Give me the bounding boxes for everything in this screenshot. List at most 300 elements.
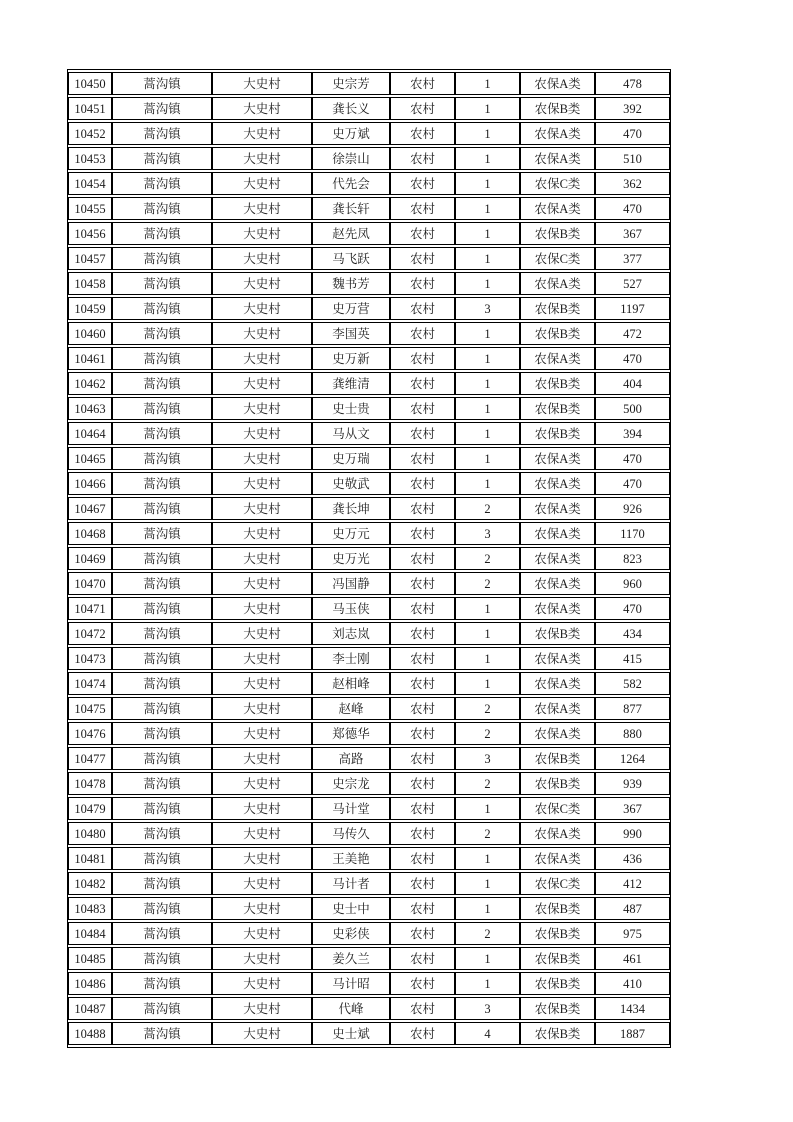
cell-record-id: 10455 — [68, 197, 112, 220]
cell-town: 蒿沟镇 — [112, 172, 212, 195]
cell-record-id: 10479 — [68, 797, 112, 820]
cell-person-count: 1 — [455, 122, 520, 145]
table-row — [68, 797, 670, 820]
cell-person-count: 1 — [455, 247, 520, 270]
cell-insurance-category: 农保A类 — [520, 697, 595, 720]
cell-person-count: 1 — [455, 972, 520, 995]
cell-town: 蒿沟镇 — [112, 872, 212, 895]
cell-town: 蒿沟镇 — [112, 647, 212, 670]
cell-record-id: 10478 — [68, 772, 112, 795]
cell-residence-type: 农村 — [390, 672, 455, 695]
cell-record-id: 10473 — [68, 647, 112, 670]
cell-residence-type: 农村 — [390, 172, 455, 195]
cell-record-id: 10464 — [68, 422, 112, 445]
cell-town: 蒿沟镇 — [112, 497, 212, 520]
cell-amount: 960 — [595, 572, 670, 595]
cell-town: 蒿沟镇 — [112, 947, 212, 970]
cell-village: 大史村 — [212, 647, 312, 670]
cell-village: 大史村 — [212, 697, 312, 720]
cell-person-name: 龚维清 — [312, 372, 390, 395]
cell-insurance-category: 农保A类 — [520, 122, 595, 145]
cell-amount: 367 — [595, 797, 670, 820]
cell-record-id: 10465 — [68, 447, 112, 470]
cell-amount: 377 — [595, 247, 670, 270]
cell-residence-type: 农村 — [390, 522, 455, 545]
cell-town: 蒿沟镇 — [112, 322, 212, 345]
cell-town: 蒿沟镇 — [112, 447, 212, 470]
cell-town: 蒿沟镇 — [112, 72, 212, 95]
cell-residence-type: 农村 — [390, 747, 455, 770]
cell-village: 大史村 — [212, 272, 312, 295]
cell-person-name: 马飞跃 — [312, 247, 390, 270]
cell-village: 大史村 — [212, 247, 312, 270]
cell-village: 大史村 — [212, 972, 312, 995]
cell-person-name: 马计昭 — [312, 972, 390, 995]
cell-amount: 1887 — [595, 1022, 670, 1045]
table-row — [68, 697, 670, 720]
cell-person-count: 3 — [455, 297, 520, 320]
cell-person-count: 2 — [455, 772, 520, 795]
cell-amount: 1197 — [595, 297, 670, 320]
cell-record-id: 10466 — [68, 472, 112, 495]
cell-insurance-category: 农保B类 — [520, 422, 595, 445]
cell-person-count: 1 — [455, 222, 520, 245]
cell-record-id: 10460 — [68, 322, 112, 345]
cell-amount: 975 — [595, 922, 670, 945]
cell-town: 蒿沟镇 — [112, 922, 212, 945]
table-row — [68, 922, 670, 945]
cell-insurance-category: 农保B类 — [520, 322, 595, 345]
cell-town: 蒿沟镇 — [112, 247, 212, 270]
cell-record-id: 10470 — [68, 572, 112, 595]
cell-insurance-category: 农保A类 — [520, 347, 595, 370]
cell-insurance-category: 农保A类 — [520, 72, 595, 95]
table-row — [68, 972, 670, 995]
table-row — [68, 622, 670, 645]
cell-person-count: 1 — [455, 847, 520, 870]
cell-record-id: 10467 — [68, 497, 112, 520]
cell-person-count: 1 — [455, 397, 520, 420]
cell-person-count: 1 — [455, 97, 520, 120]
cell-village: 大史村 — [212, 522, 312, 545]
cell-amount: 582 — [595, 672, 670, 695]
table-row — [68, 597, 670, 620]
cell-village: 大史村 — [212, 197, 312, 220]
records-table — [67, 69, 671, 1048]
cell-person-count: 1 — [455, 447, 520, 470]
cell-person-name: 魏书芳 — [312, 272, 390, 295]
cell-village: 大史村 — [212, 222, 312, 245]
cell-record-id: 10474 — [68, 672, 112, 695]
cell-village: 大史村 — [212, 772, 312, 795]
cell-insurance-category: 农保A类 — [520, 472, 595, 495]
cell-record-id: 10477 — [68, 747, 112, 770]
cell-insurance-category: 农保A类 — [520, 522, 595, 545]
cell-village: 大史村 — [212, 297, 312, 320]
cell-person-name: 冯国静 — [312, 572, 390, 595]
cell-town: 蒿沟镇 — [112, 572, 212, 595]
cell-person-count: 1 — [455, 472, 520, 495]
cell-insurance-category: 农保A类 — [520, 672, 595, 695]
cell-person-count: 3 — [455, 747, 520, 770]
cell-village: 大史村 — [212, 122, 312, 145]
cell-person-name: 史士斌 — [312, 1022, 390, 1045]
cell-amount: 527 — [595, 272, 670, 295]
cell-person-name: 代峰 — [312, 997, 390, 1020]
cell-insurance-category: 农保A类 — [520, 572, 595, 595]
cell-town: 蒿沟镇 — [112, 597, 212, 620]
cell-person-count: 1 — [455, 797, 520, 820]
cell-insurance-category: 农保A类 — [520, 847, 595, 870]
cell-insurance-category: 农保C类 — [520, 247, 595, 270]
cell-amount: 470 — [595, 122, 670, 145]
cell-insurance-category: 农保B类 — [520, 947, 595, 970]
cell-town: 蒿沟镇 — [112, 847, 212, 870]
cell-person-count: 2 — [455, 572, 520, 595]
cell-record-id: 10471 — [68, 597, 112, 620]
cell-residence-type: 农村 — [390, 72, 455, 95]
cell-residence-type: 农村 — [390, 147, 455, 170]
cell-person-name: 高路 — [312, 747, 390, 770]
cell-village: 大史村 — [212, 897, 312, 920]
cell-person-count: 1 — [455, 347, 520, 370]
cell-person-count: 1 — [455, 897, 520, 920]
cell-village: 大史村 — [212, 72, 312, 95]
table-row — [68, 297, 670, 320]
cell-residence-type: 农村 — [390, 222, 455, 245]
cell-record-id: 10482 — [68, 872, 112, 895]
cell-person-name: 马计堂 — [312, 797, 390, 820]
cell-record-id: 10456 — [68, 222, 112, 245]
cell-village: 大史村 — [212, 147, 312, 170]
cell-person-name: 史士贵 — [312, 397, 390, 420]
cell-amount: 1170 — [595, 522, 670, 545]
cell-amount: 362 — [595, 172, 670, 195]
cell-person-name: 郑德华 — [312, 722, 390, 745]
cell-village: 大史村 — [212, 422, 312, 445]
cell-person-count: 1 — [455, 72, 520, 95]
cell-residence-type: 农村 — [390, 547, 455, 570]
cell-insurance-category: 农保A类 — [520, 197, 595, 220]
cell-person-name: 史宗芳 — [312, 72, 390, 95]
cell-amount: 436 — [595, 847, 670, 870]
cell-town: 蒿沟镇 — [112, 372, 212, 395]
cell-insurance-category: 农保B类 — [520, 222, 595, 245]
cell-person-count: 1 — [455, 872, 520, 895]
cell-amount: 392 — [595, 97, 670, 120]
cell-record-id: 10480 — [68, 822, 112, 845]
cell-person-name: 马从文 — [312, 422, 390, 445]
table-row — [68, 447, 670, 470]
cell-village: 大史村 — [212, 397, 312, 420]
cell-record-id: 10457 — [68, 247, 112, 270]
cell-person-count: 1 — [455, 197, 520, 220]
table-row — [68, 747, 670, 770]
cell-record-id: 10450 — [68, 72, 112, 95]
cell-village: 大史村 — [212, 1022, 312, 1045]
cell-town: 蒿沟镇 — [112, 797, 212, 820]
cell-person-count: 2 — [455, 697, 520, 720]
cell-insurance-category: 农保C类 — [520, 872, 595, 895]
cell-insurance-category: 农保B类 — [520, 622, 595, 645]
table-row — [68, 522, 670, 545]
cell-insurance-category: 农保B类 — [520, 972, 595, 995]
cell-village: 大史村 — [212, 747, 312, 770]
cell-record-id: 10485 — [68, 947, 112, 970]
records-tbody — [68, 72, 670, 1045]
cell-town: 蒿沟镇 — [112, 897, 212, 920]
cell-village: 大史村 — [212, 622, 312, 645]
cell-town: 蒿沟镇 — [112, 222, 212, 245]
cell-record-id: 10481 — [68, 847, 112, 870]
table-row — [68, 172, 670, 195]
table-row — [68, 547, 670, 570]
cell-amount: 939 — [595, 772, 670, 795]
cell-person-name: 史彩侠 — [312, 922, 390, 945]
table-row — [68, 72, 670, 95]
cell-record-id: 10472 — [68, 622, 112, 645]
cell-record-id: 10452 — [68, 122, 112, 145]
cell-insurance-category: 农保B类 — [520, 747, 595, 770]
cell-village: 大史村 — [212, 372, 312, 395]
cell-insurance-category: 农保B类 — [520, 397, 595, 420]
cell-town: 蒿沟镇 — [112, 1022, 212, 1045]
cell-residence-type: 农村 — [390, 247, 455, 270]
cell-residence-type: 农村 — [390, 1022, 455, 1045]
cell-residence-type: 农村 — [390, 572, 455, 595]
cell-person-count: 4 — [455, 1022, 520, 1045]
cell-village: 大史村 — [212, 347, 312, 370]
cell-person-count: 2 — [455, 547, 520, 570]
cell-town: 蒿沟镇 — [112, 522, 212, 545]
cell-residence-type: 农村 — [390, 997, 455, 1020]
cell-amount: 472 — [595, 322, 670, 345]
cell-person-count: 1 — [455, 672, 520, 695]
cell-amount: 877 — [595, 697, 670, 720]
cell-insurance-category: 农保C类 — [520, 797, 595, 820]
cell-insurance-category: 农保A类 — [520, 147, 595, 170]
cell-record-id: 10461 — [68, 347, 112, 370]
table-row — [68, 422, 670, 445]
cell-town: 蒿沟镇 — [112, 197, 212, 220]
table-row — [68, 197, 670, 220]
cell-record-id: 10458 — [68, 272, 112, 295]
cell-residence-type: 农村 — [390, 847, 455, 870]
cell-person-name: 王美艳 — [312, 847, 390, 870]
cell-amount: 500 — [595, 397, 670, 420]
cell-village: 大史村 — [212, 797, 312, 820]
table-row — [68, 347, 670, 370]
cell-residence-type: 农村 — [390, 697, 455, 720]
table-row — [68, 372, 670, 395]
table-row — [68, 497, 670, 520]
cell-insurance-category: 农保B类 — [520, 97, 595, 120]
cell-town: 蒿沟镇 — [112, 772, 212, 795]
cell-person-name: 史士中 — [312, 897, 390, 920]
cell-person-count: 1 — [455, 422, 520, 445]
cell-amount: 990 — [595, 822, 670, 845]
cell-insurance-category: 农保A类 — [520, 822, 595, 845]
cell-person-count: 1 — [455, 372, 520, 395]
cell-town: 蒿沟镇 — [112, 622, 212, 645]
table-row — [68, 147, 670, 170]
cell-person-count: 1 — [455, 597, 520, 620]
cell-person-count: 2 — [455, 497, 520, 520]
cell-village: 大史村 — [212, 872, 312, 895]
cell-person-count: 3 — [455, 522, 520, 545]
cell-village: 大史村 — [212, 547, 312, 570]
cell-insurance-category: 农保B类 — [520, 1022, 595, 1045]
cell-town: 蒿沟镇 — [112, 697, 212, 720]
table-row — [68, 872, 670, 895]
cell-residence-type: 农村 — [390, 897, 455, 920]
cell-person-name: 龚长义 — [312, 97, 390, 120]
table-row — [68, 647, 670, 670]
cell-town: 蒿沟镇 — [112, 297, 212, 320]
cell-person-name: 史宗龙 — [312, 772, 390, 795]
cell-residence-type: 农村 — [390, 647, 455, 670]
cell-village: 大史村 — [212, 97, 312, 120]
cell-town: 蒿沟镇 — [112, 822, 212, 845]
cell-person-name: 史万瑞 — [312, 447, 390, 470]
table-row — [68, 122, 670, 145]
cell-record-id: 10463 — [68, 397, 112, 420]
cell-record-id: 10454 — [68, 172, 112, 195]
cell-residence-type: 农村 — [390, 197, 455, 220]
cell-residence-type: 农村 — [390, 922, 455, 945]
cell-person-count: 1 — [455, 647, 520, 670]
cell-insurance-category: 农保A类 — [520, 647, 595, 670]
cell-person-count: 1 — [455, 172, 520, 195]
cell-amount: 823 — [595, 547, 670, 570]
cell-residence-type: 农村 — [390, 397, 455, 420]
table-row — [68, 722, 670, 745]
cell-amount: 880 — [595, 722, 670, 745]
cell-amount: 461 — [595, 947, 670, 970]
table-row — [68, 1022, 670, 1045]
cell-person-name: 史万元 — [312, 522, 390, 545]
cell-amount: 412 — [595, 872, 670, 895]
cell-residence-type: 农村 — [390, 722, 455, 745]
cell-record-id: 10486 — [68, 972, 112, 995]
cell-residence-type: 农村 — [390, 422, 455, 445]
cell-town: 蒿沟镇 — [112, 972, 212, 995]
cell-residence-type: 农村 — [390, 972, 455, 995]
cell-village: 大史村 — [212, 322, 312, 345]
cell-village: 大史村 — [212, 672, 312, 695]
cell-person-count: 2 — [455, 722, 520, 745]
cell-record-id: 10469 — [68, 547, 112, 570]
cell-residence-type: 农村 — [390, 97, 455, 120]
table-row — [68, 997, 670, 1020]
cell-person-count: 1 — [455, 622, 520, 645]
cell-village: 大史村 — [212, 447, 312, 470]
cell-person-name: 史万斌 — [312, 122, 390, 145]
table-row — [68, 472, 670, 495]
cell-person-name: 李士刚 — [312, 647, 390, 670]
cell-record-id: 10453 — [68, 147, 112, 170]
cell-record-id: 10459 — [68, 297, 112, 320]
cell-person-name: 李国英 — [312, 322, 390, 345]
cell-town: 蒿沟镇 — [112, 747, 212, 770]
cell-amount: 1264 — [595, 747, 670, 770]
cell-town: 蒿沟镇 — [112, 672, 212, 695]
cell-record-id: 10475 — [68, 697, 112, 720]
cell-town: 蒿沟镇 — [112, 347, 212, 370]
cell-insurance-category: 农保A类 — [520, 497, 595, 520]
cell-record-id: 10476 — [68, 722, 112, 745]
cell-person-count: 3 — [455, 997, 520, 1020]
table-row — [68, 672, 670, 695]
cell-amount: 510 — [595, 147, 670, 170]
cell-village: 大史村 — [212, 722, 312, 745]
table-row — [68, 947, 670, 970]
cell-person-count: 1 — [455, 322, 520, 345]
cell-insurance-category: 农保A类 — [520, 547, 595, 570]
cell-person-name: 刘志岚 — [312, 622, 390, 645]
table-row — [68, 247, 670, 270]
cell-amount: 470 — [595, 197, 670, 220]
cell-residence-type: 农村 — [390, 947, 455, 970]
cell-town: 蒿沟镇 — [112, 472, 212, 495]
cell-amount: 367 — [595, 222, 670, 245]
cell-village: 大史村 — [212, 472, 312, 495]
cell-village: 大史村 — [212, 997, 312, 1020]
cell-amount: 470 — [595, 447, 670, 470]
cell-village: 大史村 — [212, 172, 312, 195]
cell-residence-type: 农村 — [390, 372, 455, 395]
cell-amount: 470 — [595, 597, 670, 620]
cell-town: 蒿沟镇 — [112, 122, 212, 145]
cell-record-id: 10462 — [68, 372, 112, 395]
table-row — [68, 772, 670, 795]
cell-amount: 926 — [595, 497, 670, 520]
table-row — [68, 272, 670, 295]
cell-record-id: 10451 — [68, 97, 112, 120]
cell-insurance-category: 农保A类 — [520, 272, 595, 295]
cell-amount: 470 — [595, 472, 670, 495]
cell-amount: 470 — [595, 347, 670, 370]
cell-amount: 404 — [595, 372, 670, 395]
cell-person-name: 史万营 — [312, 297, 390, 320]
cell-person-count: 1 — [455, 947, 520, 970]
table-row — [68, 397, 670, 420]
cell-insurance-category: 农保A类 — [520, 447, 595, 470]
cell-person-name: 马计者 — [312, 872, 390, 895]
cell-person-count: 1 — [455, 272, 520, 295]
table-row — [68, 222, 670, 245]
cell-amount: 410 — [595, 972, 670, 995]
table-row — [68, 822, 670, 845]
cell-residence-type: 农村 — [390, 297, 455, 320]
cell-residence-type: 农村 — [390, 872, 455, 895]
cell-record-id: 10484 — [68, 922, 112, 945]
cell-person-name: 龚长坤 — [312, 497, 390, 520]
cell-insurance-category: 农保B类 — [520, 297, 595, 320]
cell-record-id: 10488 — [68, 1022, 112, 1045]
cell-residence-type: 农村 — [390, 447, 455, 470]
cell-residence-type: 农村 — [390, 122, 455, 145]
cell-amount: 487 — [595, 897, 670, 920]
cell-person-name: 代先会 — [312, 172, 390, 195]
table-row — [68, 97, 670, 120]
cell-person-name: 徐崇山 — [312, 147, 390, 170]
cell-person-name: 赵先凤 — [312, 222, 390, 245]
cell-town: 蒿沟镇 — [112, 397, 212, 420]
cell-person-name: 龚长轩 — [312, 197, 390, 220]
cell-residence-type: 农村 — [390, 622, 455, 645]
cell-residence-type: 农村 — [390, 822, 455, 845]
